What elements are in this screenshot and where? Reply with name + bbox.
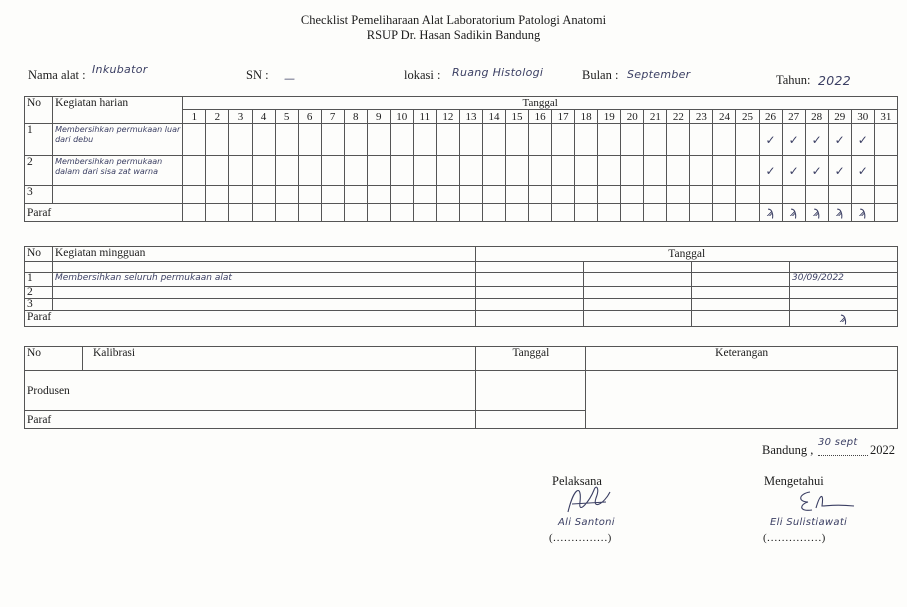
daily-paraf-cell [344,204,367,222]
weekly-row-no: 2 [25,287,53,299]
calib-kalibrasi-header: Kalibrasi [82,347,476,371]
daily-paraf-cell [529,204,552,222]
weekly-blank [25,262,53,273]
daily-paraf-cell [713,204,736,222]
day-header-18: 18 [575,110,598,124]
day-header-29: 29 [828,110,851,124]
day-header-22: 22 [667,110,690,124]
weekly-paraf-cell [476,311,584,327]
lokasi-value: Ruang Histologi [452,66,544,79]
daily-check-cell [482,186,505,204]
daily-check-cell [482,156,505,186]
daily-check-cell [436,156,459,186]
bandung-date: 30 sept [818,437,858,448]
weekly-row-no: 1 [25,273,53,287]
pelaksana-name: Ali Santoni [558,517,615,528]
daily-check-cell [874,124,897,156]
calib-produsen-date [476,371,586,411]
daily-check-cell [759,186,782,204]
day-header-4: 4 [252,110,275,124]
daily-check-cell: ✓ [782,124,805,156]
weekly-row [25,287,898,299]
daily-check-cell: ✓ [828,156,851,186]
day-header-31: 31 [874,110,897,124]
daily-paraf-cell [321,204,344,222]
day-header-1: 1 [183,110,206,124]
calib-keterangan-header: Keterangan [586,347,898,371]
daily-check-cell [229,124,252,156]
weekly-date-cell [692,262,790,273]
weekly-row [25,273,898,287]
daily-check-cell [413,186,436,204]
daily-paraf-cell [598,204,621,222]
weekly-date-cell [476,287,584,299]
daily-check-cell [529,124,552,156]
daily-check-cell [275,186,298,204]
weekly-row-activity: Membersihkan seluruh permukaan alat [52,273,476,287]
daily-check-cell [275,124,298,156]
calib-tanggal-header: Tanggal [476,347,586,371]
daily-row [25,124,898,156]
daily-paraf-cell [275,204,298,222]
day-header-16: 16 [529,110,552,124]
daily-paraf-cell [482,204,505,222]
daily-check-cell [713,124,736,156]
day-header-5: 5 [275,110,298,124]
daily-activity-table [24,96,898,222]
daily-row-no: 1 [25,124,53,156]
daily-check-cell [805,186,828,204]
daily-paraf-cell [390,204,413,222]
bulan-value: September [627,68,691,81]
daily-check-cell [183,156,206,186]
daily-check-cell [459,186,482,204]
daily-check-cell [252,124,275,156]
weekly-date-cell [790,287,898,299]
day-header-30: 30 [851,110,874,124]
daily-check-cell [621,124,644,156]
daily-check-cell: ✓ [759,156,782,186]
daily-paraf-cell [459,204,482,222]
weekly-date-cell [476,299,584,311]
day-header-25: 25 [736,110,759,124]
daily-paraf-cell [506,204,529,222]
calib-paraf-label: Paraf [25,411,476,429]
bulan-label: Bulan : [582,68,619,82]
bandung-year: 2022 [870,443,895,457]
nama-alat-label: Nama alat : [28,68,86,82]
daily-kegiatan-header: Kegiatan harian [53,97,183,124]
daily-check-cell [229,156,252,186]
daily-paraf-cell [252,204,275,222]
daily-check-cell [644,186,667,204]
daily-check-cell [229,186,252,204]
day-header-7: 7 [321,110,344,124]
daily-check-cell [598,186,621,204]
weekly-paraf-label: Paraf [25,311,476,327]
day-header-24: 24 [713,110,736,124]
weekly-date-cell: 30/09/2022 [790,273,898,287]
daily-check-cell [828,186,851,204]
daily-check-cell [252,186,275,204]
daily-paraf-cell [298,204,321,222]
daily-check-cell [575,186,598,204]
day-header-12: 12 [436,110,459,124]
weekly-date-cell [692,273,790,287]
calib-keterangan-cell [586,371,898,429]
pelaksana-dots: (……………) [549,532,612,544]
daily-row [25,156,898,186]
daily-paraf-cell [644,204,667,222]
bandung-date-dots [818,455,868,456]
mengetahui-name: Eli Sulistiawati [770,517,848,528]
daily-check-cell: ✓ [828,124,851,156]
daily-check-cell [367,186,390,204]
tahun-label: Tahun: [776,73,811,87]
daily-check-cell [667,186,690,204]
daily-check-cell [436,186,459,204]
daily-check-cell [413,156,436,186]
day-header-6: 6 [298,110,321,124]
daily-check-cell [874,156,897,186]
daily-paraf-cell: ϡ [851,204,874,222]
daily-row [25,186,898,204]
daily-row-activity: Membersihkan permukaan dalam dari sisa zat warna [53,156,183,186]
weekly-paraf-cell [584,311,692,327]
daily-paraf-cell [436,204,459,222]
mengetahui-dots: (……………) [763,532,826,544]
daily-check-cell [344,156,367,186]
daily-check-cell [367,156,390,186]
daily-row-activity: Membersihkan permukaan luar dari debu [53,124,183,156]
daily-check-cell [667,124,690,156]
daily-check-cell [183,124,206,156]
daily-check-cell [321,156,344,186]
day-header-28: 28 [805,110,828,124]
weekly-blank [52,262,476,273]
mengetahui-signature [790,484,860,516]
daily-row-no: 2 [25,156,53,186]
daily-check-cell [506,124,529,156]
sn-label: SN : [246,68,269,82]
weekly-date-cell [584,262,692,273]
daily-check-cell: ✓ [782,156,805,186]
calibration-table [24,346,898,429]
day-header-8: 8 [344,110,367,124]
daily-check-cell [506,186,529,204]
daily-paraf-cell [413,204,436,222]
daily-check-cell [598,156,621,186]
daily-check-cell [621,186,644,204]
daily-paraf-cell [621,204,644,222]
daily-check-cell [390,186,413,204]
weekly-date-cell [476,262,584,273]
daily-check-cell [206,156,229,186]
document-subtitle: RSUP Dr. Hasan Sadikin Bandung [366,28,541,42]
weekly-tanggal-header: Tanggal [476,247,898,262]
daily-check-cell [482,124,505,156]
daily-paraf-cell: ϡ [782,204,805,222]
daily-check-cell [529,156,552,186]
daily-check-cell: ✓ [851,156,874,186]
day-header-20: 20 [621,110,644,124]
calib-paraf-date [476,411,586,429]
daily-check-cell: ✓ [805,156,828,186]
daily-check-cell [298,124,321,156]
daily-check-cell [321,124,344,156]
day-header-13: 13 [459,110,482,124]
daily-check-cell [667,156,690,186]
daily-check-cell [736,186,759,204]
daily-paraf-cell [575,204,598,222]
daily-check-cell [298,186,321,204]
day-header-19: 19 [598,110,621,124]
daily-paraf-cell [367,204,390,222]
daily-check-cell [575,156,598,186]
lokasi-label: lokasi : [404,68,441,82]
daily-check-cell [552,124,575,156]
daily-no-header: No [25,97,53,124]
calib-produsen-label: Produsen [25,371,476,411]
daily-check-cell [644,124,667,156]
daily-check-cell [690,186,713,204]
daily-paraf-cell: ϡ [805,204,828,222]
daily-check-cell [874,186,897,204]
day-header-15: 15 [506,110,529,124]
weekly-date-cell [584,273,692,287]
daily-check-cell [206,124,229,156]
daily-check-cell [390,124,413,156]
daily-paraf-cell [874,204,897,222]
daily-check-cell [252,156,275,186]
day-header-10: 10 [390,110,413,124]
daily-check-cell [459,156,482,186]
day-header-21: 21 [644,110,667,124]
daily-check-cell [575,124,598,156]
day-header-2: 2 [206,110,229,124]
daily-check-cell [552,156,575,186]
daily-paraf-cell [206,204,229,222]
tahun-value: 2022 [818,73,852,88]
daily-check-cell [459,124,482,156]
daily-check-cell: ✓ [759,124,782,156]
pelaksana-signature [560,482,620,522]
daily-check-cell [736,124,759,156]
daily-check-cell [344,124,367,156]
daily-check-cell [782,186,805,204]
daily-check-cell [275,156,298,186]
daily-paraf-cell: ϡ [759,204,782,222]
weekly-activity-table [24,246,898,327]
day-header-17: 17 [552,110,575,124]
weekly-date-cell [692,287,790,299]
daily-check-cell [621,156,644,186]
daily-paraf-label: Paraf [25,204,183,222]
weekly-no-header: No [25,247,53,262]
nama-alat-value: Inkubator [92,63,148,76]
daily-check-cell [390,156,413,186]
weekly-row-no: 3 [25,299,53,311]
document-title: Checklist Pemeliharaan Alat Laboratorium Patologi Anatomi [300,13,607,27]
pelaksana-label: Pelaksana [552,474,602,488]
weekly-paraf-cell [692,311,790,327]
day-header-3: 3 [229,110,252,124]
daily-paraf-cell [552,204,575,222]
daily-check-cell [736,156,759,186]
daily-check-cell [183,186,206,204]
sn-value: — [284,72,296,85]
daily-check-cell [344,186,367,204]
daily-check-cell [644,156,667,186]
mengetahui-label: Mengetahui [764,474,824,488]
weekly-date-cell [584,299,692,311]
daily-row-activity [53,186,183,204]
daily-check-cell [690,156,713,186]
daily-check-cell [598,124,621,156]
weekly-row-activity [52,299,476,311]
weekly-date-cell [790,262,898,273]
weekly-row [25,299,898,311]
weekly-kegiatan-header: Kegiatan mingguan [52,247,476,262]
day-header-23: 23 [690,110,713,124]
daily-paraf-cell [183,204,206,222]
daily-check-cell [367,124,390,156]
daily-paraf-cell: ϡ [828,204,851,222]
daily-check-cell: ✓ [851,124,874,156]
weekly-date-cell [790,299,898,311]
daily-check-cell [713,156,736,186]
daily-paraf-cell [690,204,713,222]
weekly-date-cell [476,273,584,287]
day-header-27: 27 [782,110,805,124]
daily-check-cell: ✓ [805,124,828,156]
weekly-date-cell [692,299,790,311]
weekly-paraf-cell: ϡ [790,311,898,327]
daily-paraf-cell [736,204,759,222]
daily-check-cell [690,124,713,156]
daily-check-cell [552,186,575,204]
daily-check-cell [413,124,436,156]
daily-check-cell [206,186,229,204]
daily-check-cell [298,156,321,186]
daily-paraf-cell [667,204,690,222]
daily-check-cell [851,186,874,204]
daily-paraf-cell [229,204,252,222]
weekly-row-activity [52,287,476,299]
calib-no-header: No [25,347,83,371]
daily-check-cell [506,156,529,186]
weekly-date-cell [584,287,692,299]
day-header-9: 9 [367,110,390,124]
daily-check-cell [529,186,552,204]
daily-check-cell [713,186,736,204]
day-header-14: 14 [482,110,505,124]
bandung-label: Bandung , [762,443,814,457]
day-header-11: 11 [413,110,436,124]
daily-check-cell [321,186,344,204]
day-header-26: 26 [759,110,782,124]
daily-row-no: 3 [25,186,53,204]
daily-tanggal-header: Tanggal [183,97,898,110]
daily-check-cell [436,124,459,156]
